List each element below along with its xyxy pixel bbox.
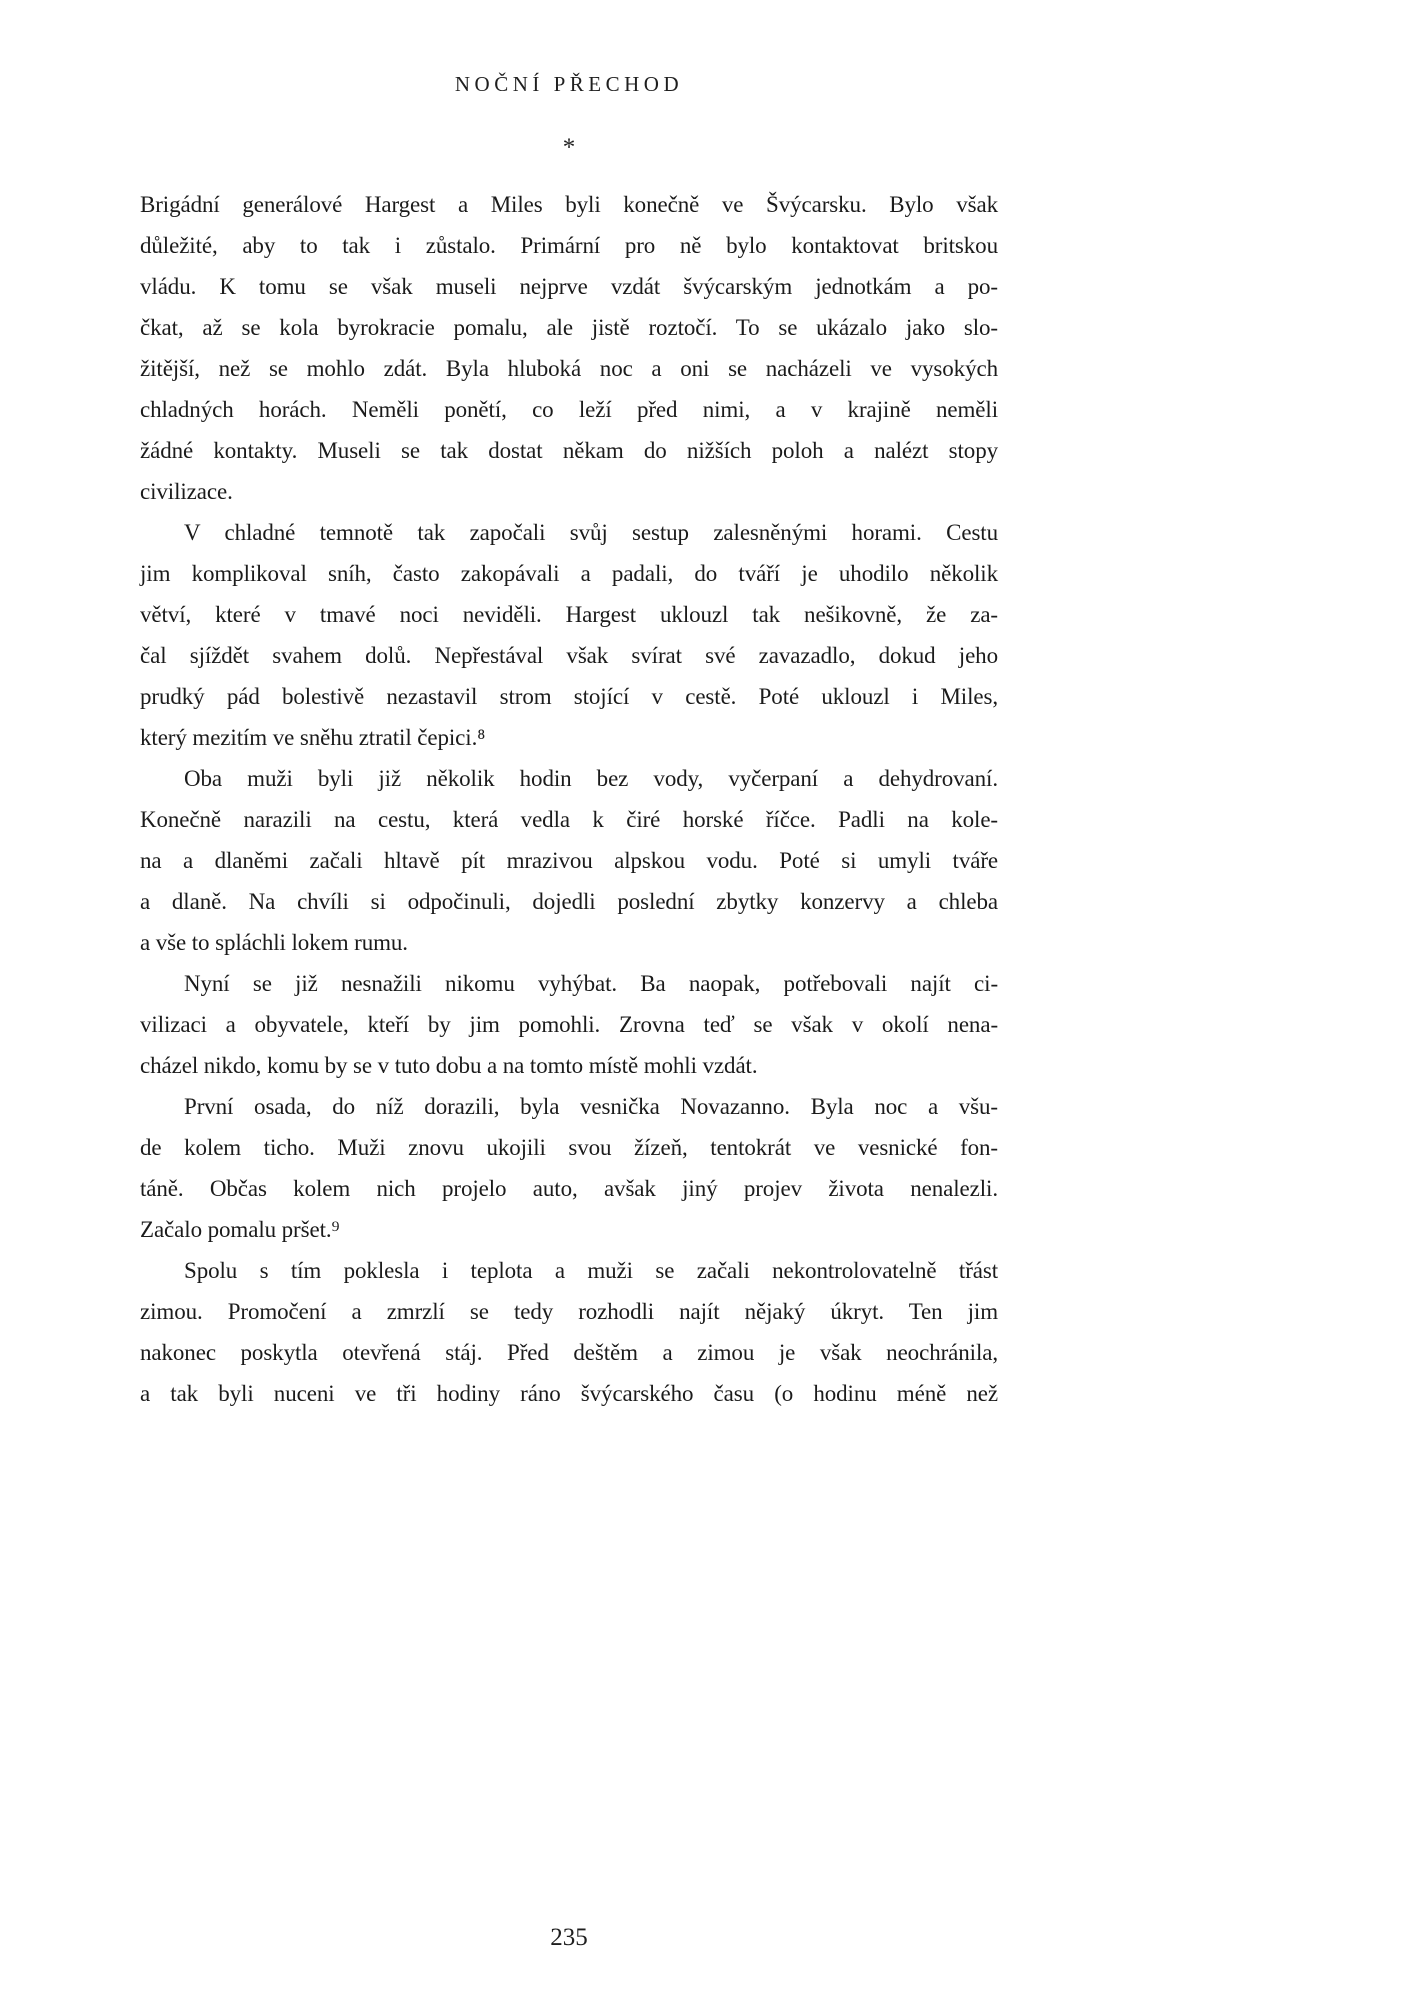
text-line: Konečně narazili na cestu, která vedla k čiré horské říčce. Padli na kole- bbox=[140, 807, 998, 832]
paragraph-4 bbox=[140, 963, 998, 1086]
text-line: vilizaci a obyvatele, kteří by jim pomohli. Zrovna teď se však v okolí nena- bbox=[140, 1012, 998, 1037]
text-line: a tak byli nuceni ve tři hodiny ráno švýcarského času (o hodinu méně než bbox=[140, 1381, 998, 1406]
text-line-with-footnote-ref-8: který mezitím ve sněhu ztratil čepici.⁸ bbox=[140, 725, 486, 750]
text-line: V chladné temnotě tak započali svůj sestup zalesněnými horami. Cestu bbox=[184, 520, 998, 545]
text-line: de kolem ticho. Muži znovu ukojili svou žízeň, tentokrát ve vesnické fon- bbox=[140, 1135, 998, 1160]
text-line: První osada, do níž dorazili, byla vesnička Novazanno. Byla noc a všu- bbox=[184, 1094, 998, 1119]
text-line: žádné kontakty. Museli se tak dostat někam do nižších poloh a nalézt stopy bbox=[140, 438, 998, 463]
text-line: zimou. Promočení a zmrzlí se tedy rozhodli najít nějaký úkryt. Ten jim bbox=[140, 1299, 998, 1324]
text-line: žitější, než se mohlo zdát. Byla hluboká noc a oni se nacházeli ve vysokých bbox=[140, 356, 998, 381]
paragraph-1 bbox=[140, 184, 998, 512]
text-line: Brigádní generálové Hargest a Miles byli konečně ve Švýcarsku. Bylo však bbox=[140, 192, 998, 217]
text-line: táně. Občas kolem nich projelo auto, avšak jiný projev života nenalezli. bbox=[140, 1176, 998, 1201]
text-line: nakonec poskytla otevřená stáj. Před deštěm a zimou je však neochránila, bbox=[140, 1340, 998, 1365]
paragraph-6 bbox=[140, 1250, 998, 1414]
text-line: Nyní se již nesnažili nikomu vyhýbat. Ba naopak, potřebovali najít ci- bbox=[184, 971, 998, 996]
section-separator-asterisk: * bbox=[562, 134, 576, 161]
body-text bbox=[140, 184, 998, 1414]
text-line: civilizace. bbox=[140, 479, 233, 504]
text-line: a dlaně. Na chvíli si odpočinuli, dojedli poslední zbytky konzervy a chleba bbox=[140, 889, 998, 914]
text-line: vládu. K tomu se však museli nejprve vzdát švýcarským jednotkám a po- bbox=[140, 274, 998, 299]
text-line: a vše to spláchli lokem rumu. bbox=[140, 930, 408, 955]
text-line: Spolu s tím poklesla i teplota a muži se začali nekontrolovatelně třást bbox=[184, 1258, 998, 1283]
text-line: chladných horách. Neměli ponětí, co leží před nimi, a v krajině neměli bbox=[140, 397, 998, 422]
paragraph-5 bbox=[140, 1086, 998, 1250]
text-line: větví, které v tmavé noci neviděli. Hargest uklouzl tak nešikovně, že za- bbox=[140, 602, 998, 627]
text-line: cházel nikdo, komu by se v tuto dobu a na tomto místě mohli vzdát. bbox=[140, 1053, 758, 1078]
text-line: čal sjíždět svahem dolů. Nepřestával však svírat své zavazadlo, dokud jeho bbox=[140, 643, 998, 668]
paragraph-3 bbox=[140, 758, 998, 963]
text-line: Oba muži byli již několik hodin bez vody, vyčerpaní a dehydrovaní. bbox=[184, 766, 998, 791]
paragraph-2 bbox=[140, 512, 998, 758]
text-line: na a dlaněmi začali hltavě pít mrazivou alpskou vodu. Poté si umyli tváře bbox=[140, 848, 998, 873]
text-line: jim komplikoval sníh, často zakopávali a padali, do tváří je uhodilo několik bbox=[140, 561, 998, 586]
text-line: prudký pád bolestivě nezastavil strom stojící v cestě. Poté uklouzl i Miles, bbox=[140, 684, 998, 709]
running-head: NOČNÍ PŘECHOD bbox=[454, 72, 684, 96]
page-number: 235 bbox=[550, 1924, 588, 1951]
text-line-with-footnote-ref-9: Začalo pomalu pršet.⁹ bbox=[140, 1217, 340, 1242]
text-line: důležité, aby to tak i zůstalo. Primární pro ně bylo kontaktovat britskou bbox=[140, 233, 998, 258]
text-line: čkat, až se kola byrokracie pomalu, ale jistě roztočí. To se ukázalo jako slo- bbox=[140, 315, 998, 340]
